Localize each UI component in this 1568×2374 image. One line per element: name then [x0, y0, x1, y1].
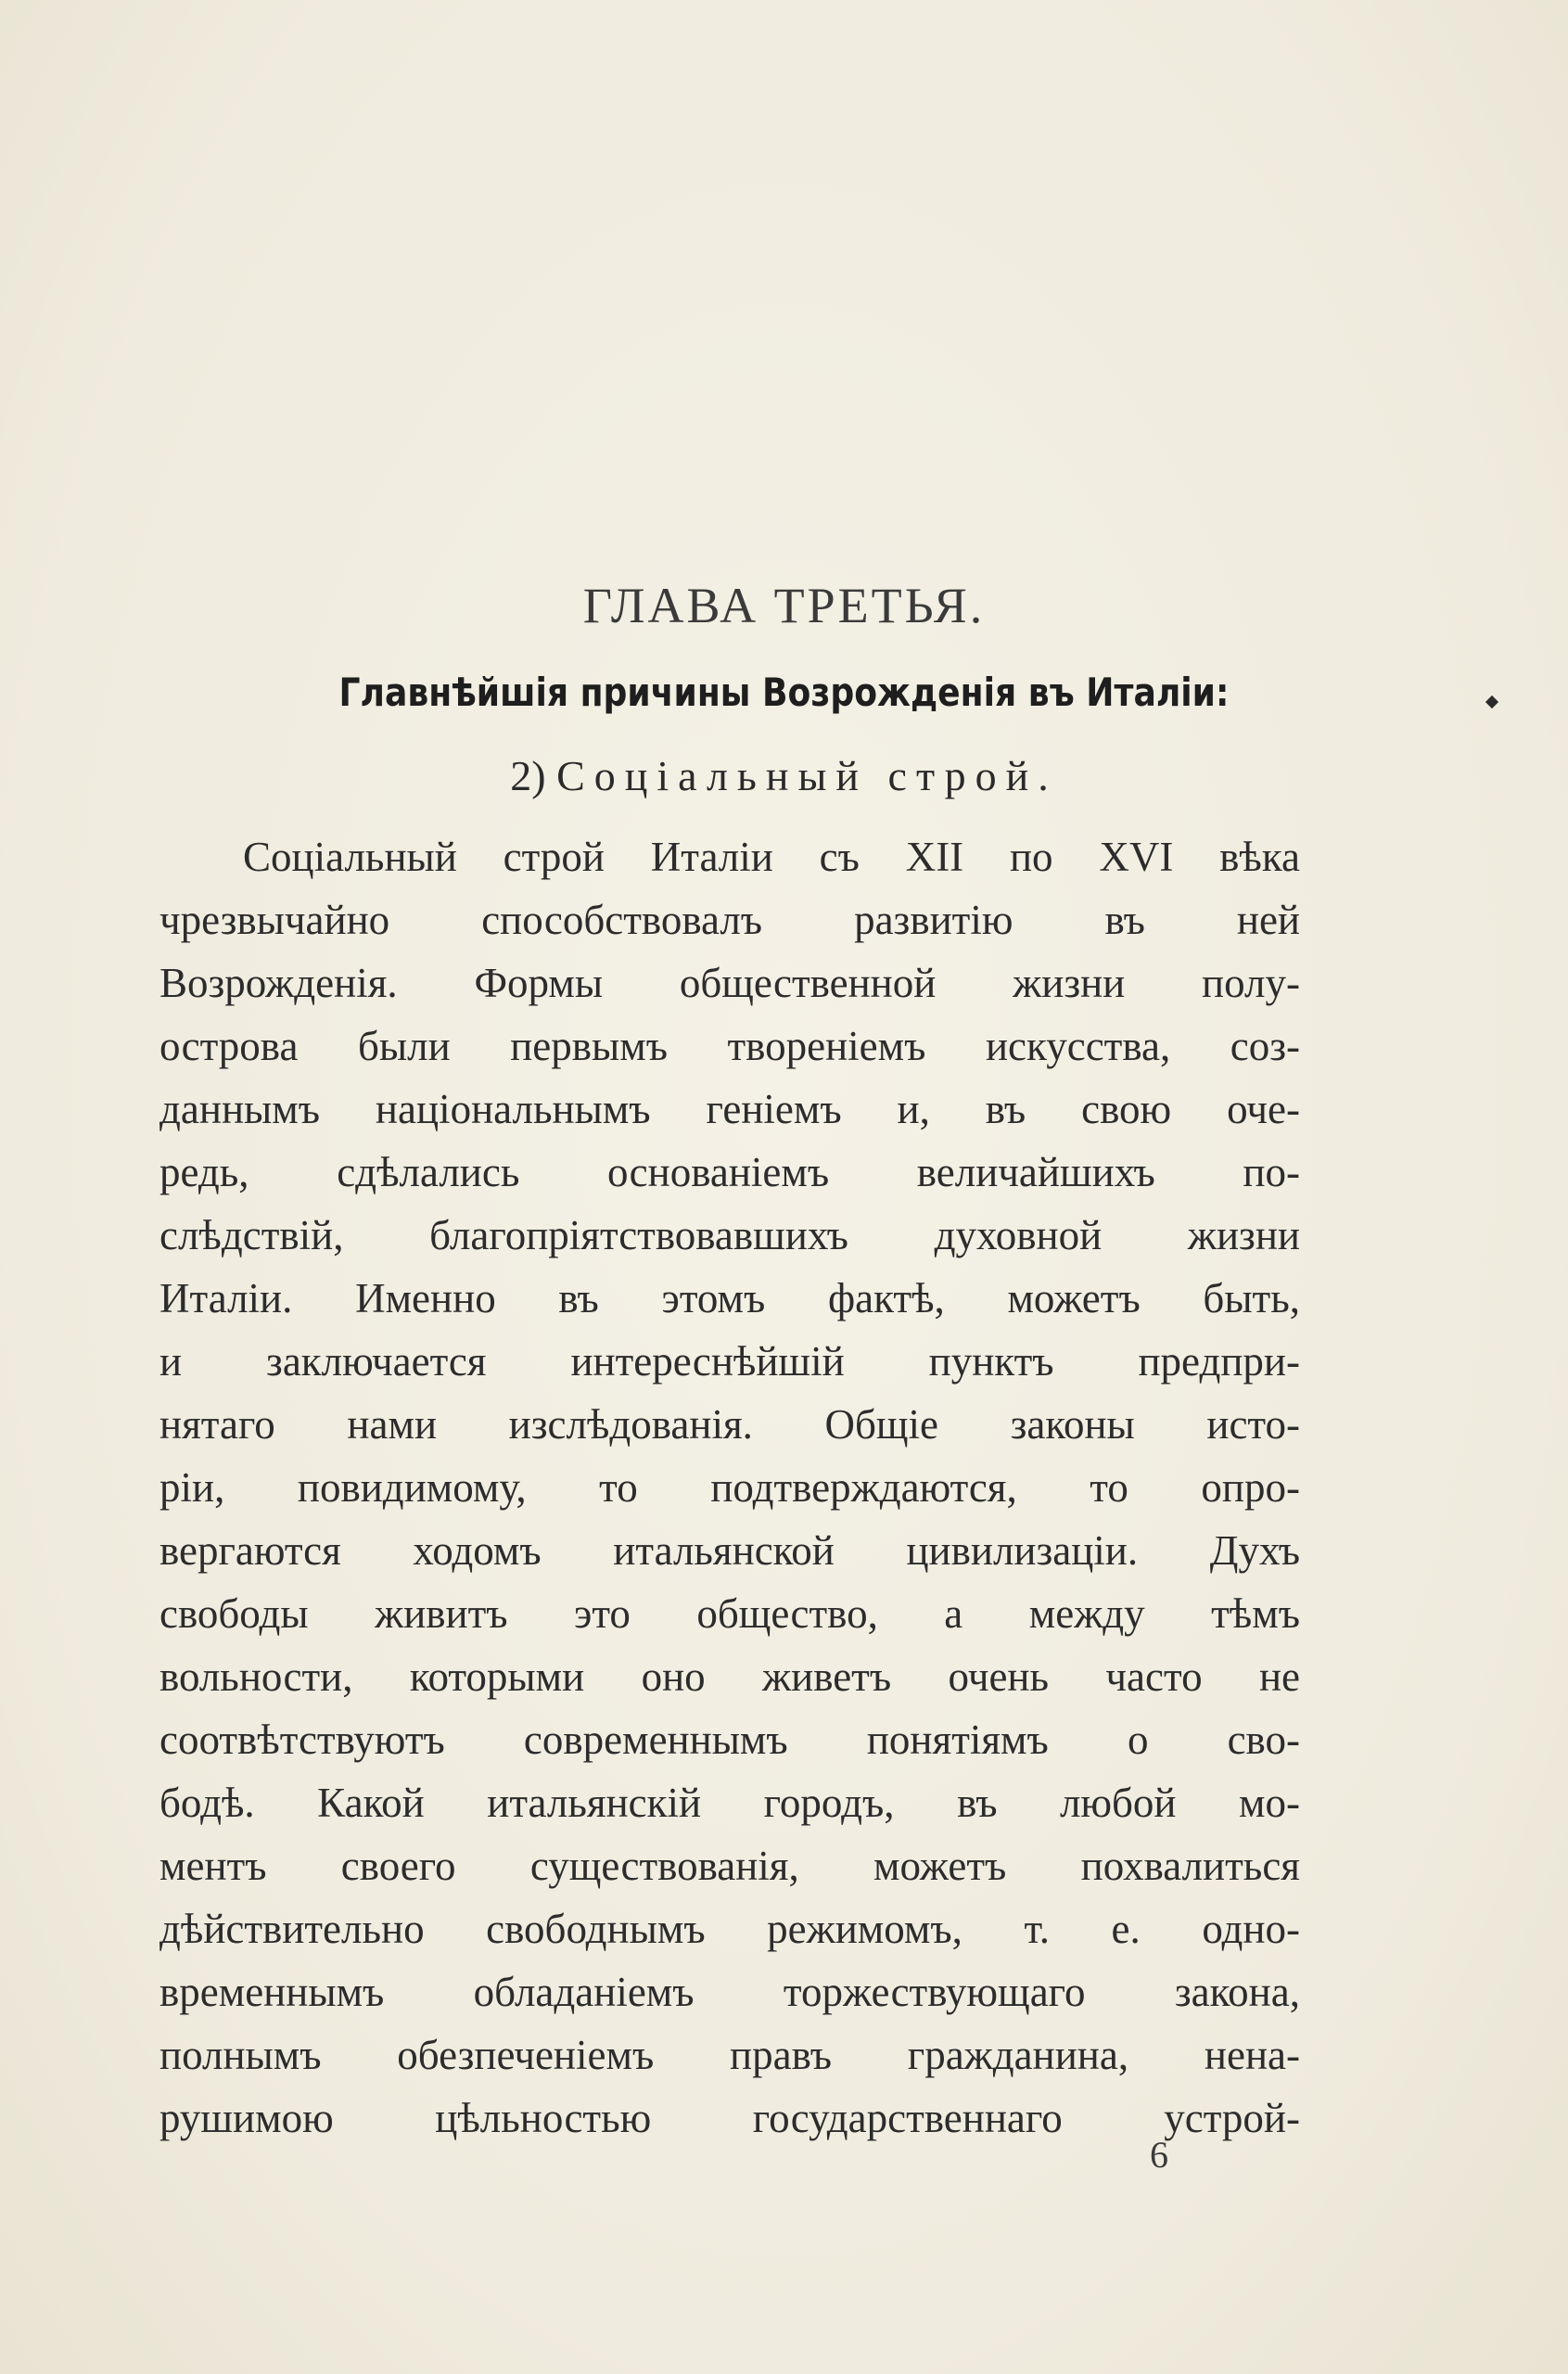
page-number: 6	[1150, 2134, 1168, 2176]
chapter-subtitle: Главнѣйшія причины Возрожденія въ Италіи:	[338, 670, 1230, 715]
text-line: полнымъ обезпеченіемъ правъ гражданина, нена-	[159, 2032, 1300, 2078]
section-title: Соціальный строй.	[556, 752, 1058, 799]
text-line: Соціальный строй Италіи съ XII по XVI вѣка	[243, 834, 1300, 880]
text-line: рушимою цѣльностью государственнаго устрой-	[159, 2095, 1300, 2141]
section-heading	[0, 751, 1568, 800]
text-line: вольности, которыми оно живетъ очень часто не	[159, 1653, 1300, 1700]
margin-mark-icon	[1485, 696, 1498, 708]
text-line: даннымъ національнымъ геніемъ и, въ свою оче-	[159, 1086, 1300, 1132]
text-line: ріи, повидимому, то подтверждаются, то опро-	[159, 1464, 1300, 1511]
chapter-heading: ГЛАВА ТРЕТЬЯ.	[582, 578, 986, 633]
text-line: бодѣ. Какой итальянскій городъ, въ любой мо-	[159, 1780, 1300, 1826]
text-line: редь, сдѣлались основаніемъ величайшихъ по-	[159, 1149, 1300, 1195]
section-number: 2)	[510, 752, 546, 799]
text-line: и заключается интереснѣйшій пунктъ предпри-	[159, 1338, 1300, 1385]
text-line: нятаго нами изслѣдованія. Общіе законы исто-	[159, 1401, 1300, 1448]
body-text	[159, 825, 1300, 2150]
text-line: Италіи. Именно въ этомъ фактѣ, можетъ быть,	[159, 1275, 1300, 1321]
text-line: дѣйствительно свободнымъ режимомъ, т. е. одно-	[159, 1906, 1300, 1952]
text-line: вергаются ходомъ итальянской цивилизаціи. Духъ	[159, 1527, 1300, 1574]
text-line: соотвѣтствуютъ современнымъ понятіямъ о сво-	[159, 1717, 1300, 1763]
text-line: ментъ своего существованія, можетъ похвалиться	[159, 1843, 1300, 1889]
text-line: Возрожденія. Формы общественной жизни полу-	[159, 960, 1300, 1006]
text-line: острова были первымъ твореніемъ искусства, соз-	[159, 1023, 1300, 1069]
text-line: слѣдствій, благопріятствовавшихъ духовной жизни	[159, 1212, 1300, 1258]
text-line: свободы живитъ это общество, а между тѣмъ	[159, 1590, 1300, 1637]
text-line: временнымъ обладаніемъ торжествующаго закона,	[159, 1969, 1300, 2015]
text-line: чрезвычайно способствовалъ развитію въ ней	[159, 897, 1300, 943]
